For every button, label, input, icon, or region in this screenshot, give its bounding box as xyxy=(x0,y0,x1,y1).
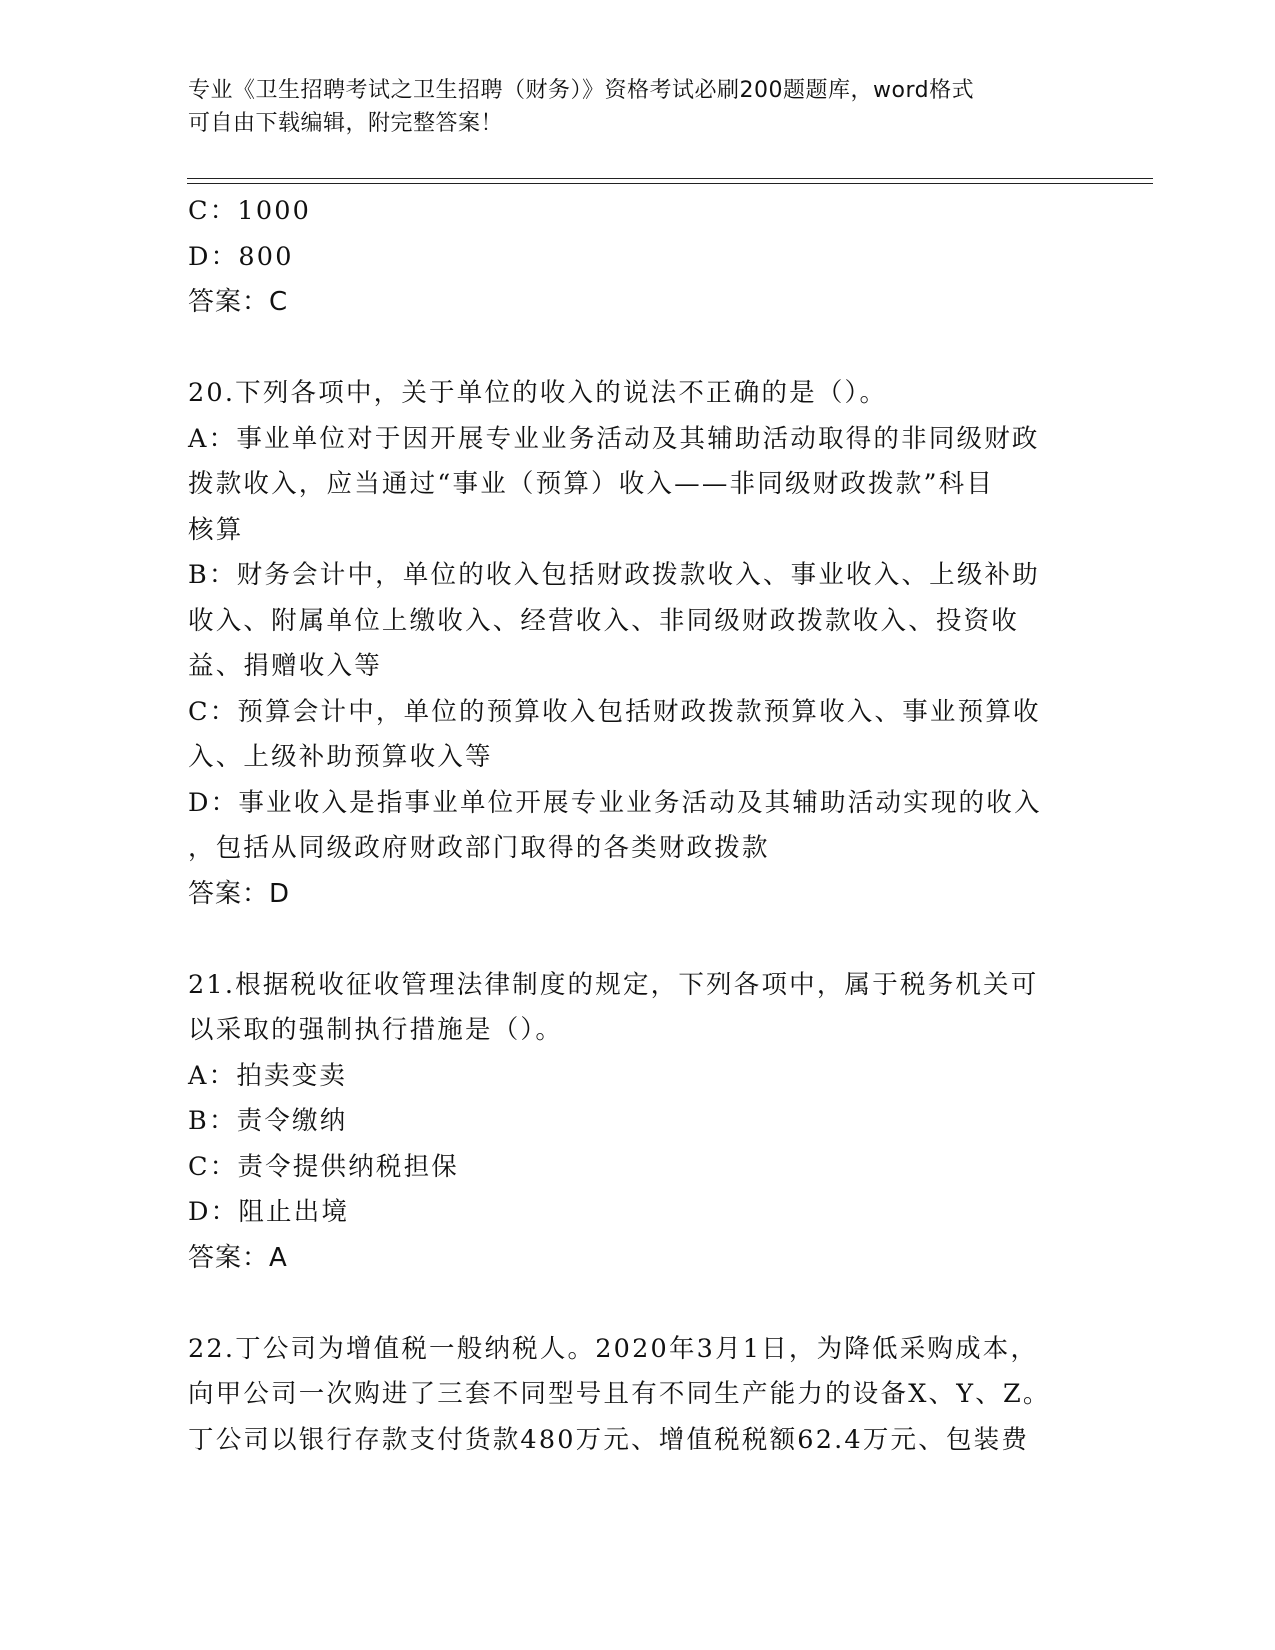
question-stem: 22.丁公司为增值税一般纳税人。2020年3月1日，为降低采购成本， xyxy=(188,1333,1039,1364)
option-b-line: 收入、附属单位上缴收入、经营收入、非同级财政拨款收入、投资收 xyxy=(188,605,1020,636)
question-stem: 20.下列各项中，关于单位的收入的说法不正确的是（）。 xyxy=(188,378,888,408)
option-b-line: B：财务会计中，单位的收入包括财政拨款收入、事业收入、上级补助 xyxy=(188,560,1040,590)
option-c-line: C：预算会计中，单位的预算收入包括财政拨款预算收入、事业预算收 xyxy=(188,696,1041,727)
option-b: B：责令缴纳 xyxy=(188,1106,348,1136)
question-stem: 向甲公司一次购进了三套不同型号且有不同生产能力的设备X、Y、Z。 xyxy=(188,1379,1051,1409)
header-line-2: 可自由下载编辑，附完整答案！ xyxy=(188,111,504,136)
header-line-1: 专业《卫生招聘考试之卫生招聘（财务）》资格考试必刷200题题库，word格式 xyxy=(188,78,975,103)
answer-line: 答案：C xyxy=(188,287,289,317)
header-divider-bottom xyxy=(187,183,1153,184)
spacer xyxy=(188,1281,1088,1327)
option-a-line: 拨款收入，应当通过“事业（预算）收入——非同级财政拨款”科目 xyxy=(188,469,995,499)
option-c: C：责令提供纳税担保 xyxy=(188,1151,460,1182)
document-body xyxy=(188,189,1088,1463)
question-21 xyxy=(188,963,1088,1282)
header-divider-top xyxy=(187,178,1153,179)
option-b-line: 益、捐赠收入等 xyxy=(188,651,382,681)
question-20 xyxy=(188,371,1088,917)
question-stem: 以采取的强制执行措施是（）。 xyxy=(188,1015,564,1045)
option-a-line: 核算 xyxy=(188,514,244,545)
spacer xyxy=(188,917,1088,963)
document-header xyxy=(188,74,1068,140)
option-a-line: A：事业单位对于因开展专业业务活动及其辅助活动取得的非同级财政 xyxy=(188,423,1040,454)
previous-question-tail xyxy=(188,189,1088,326)
option-d: D：阻止出境 xyxy=(188,1197,350,1227)
option-d-line: D：事业收入是指事业单位开展专业业务活动及其辅助活动实现的收入 xyxy=(188,787,1042,818)
option-d: D：800 xyxy=(188,241,294,272)
question-stem: 21.根据税收征收管理法律制度的规定，下列各项中，属于税务机关可 xyxy=(188,969,1039,1000)
spacer xyxy=(188,326,1088,372)
option-d-line: ，包括从同级政府财政部门取得的各类财政拨款 xyxy=(188,833,770,863)
question-stem: 丁公司以银行存款支付货款480万元、增值税税额62.4万元、包装费 xyxy=(188,1424,1030,1455)
answer-line: 答案：D xyxy=(188,878,291,909)
option-c-line: 入、上级补助预算收入等 xyxy=(188,742,493,772)
question-22 xyxy=(188,1327,1088,1464)
option-c: C：1000 xyxy=(188,196,312,226)
option-a: A：拍卖变卖 xyxy=(188,1060,348,1091)
answer-line: 答案：A xyxy=(188,1242,288,1273)
